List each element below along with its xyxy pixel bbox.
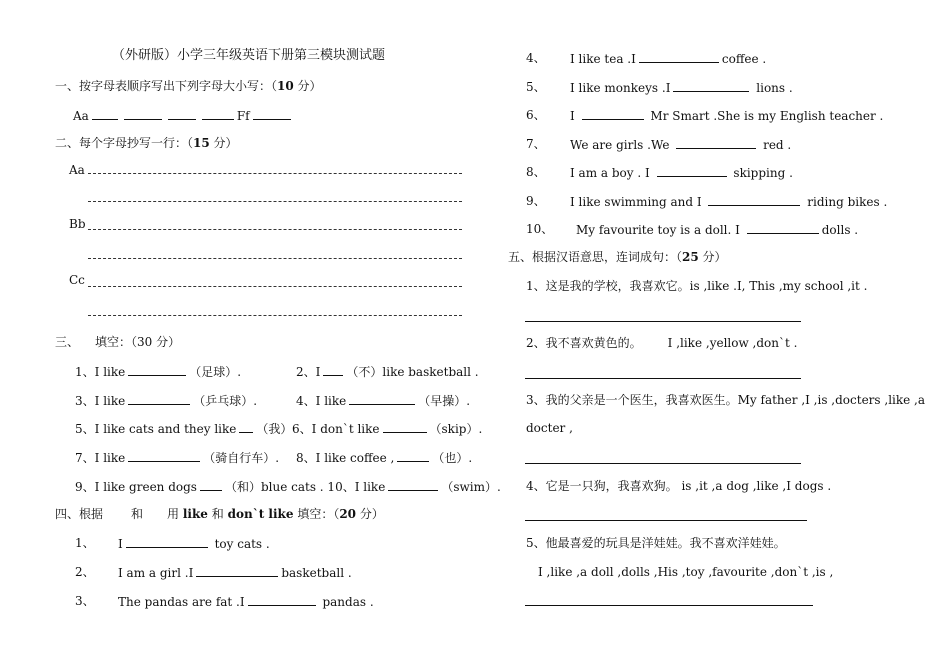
- s4-q4: I like tea .I coffee .: [570, 52, 767, 66]
- s3-q1: 1、I like （足球）.: [75, 365, 242, 379]
- section-2-heading: 二、每个字母抄写一行：（15 分）: [55, 136, 238, 150]
- s3-q5: 5、I like cats and they like （我）: [75, 422, 293, 436]
- s4-q10: My favourite toy is a doll. I dolls .: [576, 223, 859, 237]
- s4-q9: I like swimming and I riding bikes .: [570, 195, 888, 209]
- blank[interactable]: [349, 392, 415, 405]
- s3-q2: 2、I （不）like basketball .: [296, 365, 479, 379]
- s4-q9-num: 9、: [526, 194, 546, 208]
- section-4-heading: 四、根据 和 用 like 和 don`t like 填空：（20 分）: [55, 507, 384, 521]
- copy-letter-label: Bb: [69, 217, 86, 231]
- s5-q2: 2、我不喜欢黄色的。 I ,like ,yellow ,don`t .: [526, 336, 798, 350]
- s4-q8-num: 8、: [526, 165, 546, 179]
- copy-letter-label: Aa: [69, 163, 85, 177]
- s3-q3: 3、I like （乒乓球）.: [75, 394, 258, 408]
- blank[interactable]: [202, 107, 234, 120]
- blank[interactable]: [388, 478, 438, 491]
- blank[interactable]: [196, 564, 278, 577]
- s4-q7-num: 7、: [526, 137, 546, 151]
- s4-q7: We are girls .We red .: [570, 138, 792, 152]
- copy-line[interactable]: [88, 315, 462, 316]
- s3-q4: 4、I like （早操）.: [296, 394, 471, 408]
- answer-line[interactable]: [525, 378, 801, 379]
- s4-q6: I Mr Smart .She is my English teacher .: [570, 109, 884, 123]
- copy-line[interactable]: [88, 286, 462, 287]
- s3-q8: 8、I like coffee , （也）.: [296, 451, 473, 465]
- blank[interactable]: [248, 593, 316, 606]
- blank[interactable]: [128, 363, 186, 376]
- copy-line[interactable]: [88, 173, 462, 174]
- copy-line[interactable]: [88, 229, 462, 230]
- blank[interactable]: [397, 449, 429, 462]
- blank[interactable]: [126, 535, 208, 548]
- blank[interactable]: [124, 107, 162, 120]
- s3-q7: 7、I like （骑自行车）.: [75, 451, 280, 465]
- blank[interactable]: [323, 363, 343, 376]
- answer-line[interactable]: [525, 605, 813, 606]
- blank[interactable]: [639, 50, 719, 63]
- s3-q9: 9、I like green dogs （和）blue cats . 10、I like （swim）.: [75, 480, 501, 494]
- s5-q5: 5、他最喜爱的玩具是洋娃娃。我不喜欢洋娃娃。: [526, 536, 786, 550]
- s4-q2-num: 2、: [75, 565, 95, 579]
- blank[interactable]: [239, 420, 253, 433]
- blank[interactable]: [200, 478, 222, 491]
- blank[interactable]: [168, 107, 196, 120]
- s4-q5-num: 5、: [526, 80, 546, 94]
- s4-q1: I toy cats .: [118, 537, 270, 551]
- s5-q4: 4、它是一只狗，我喜欢狗。 is ,it ,a dog ,like ,I dogs .: [526, 479, 832, 493]
- s5-q5-words: I ,like ,a doll ,dolls ,His ,toy ,favourite ,don`t ,is ,: [538, 565, 834, 579]
- s4-q8: I am a boy . I skipping .: [570, 166, 793, 180]
- blank[interactable]: [128, 392, 190, 405]
- blank[interactable]: [383, 420, 427, 433]
- blank[interactable]: [128, 449, 200, 462]
- s3-q6: 6、I don`t like （skip）.: [292, 422, 483, 436]
- s4-q5: I like monkeys .I lions .: [570, 81, 793, 95]
- blank[interactable]: [747, 221, 819, 234]
- copy-line[interactable]: [88, 258, 462, 259]
- section-1-letters: Aa Ff: [73, 107, 294, 124]
- s4-q4-num: 4、: [526, 51, 546, 65]
- answer-line[interactable]: [525, 463, 801, 464]
- answer-line[interactable]: [525, 520, 807, 521]
- s5-q3: 3、我的父亲是一个医生，我喜欢医生。My father ,I ,is ,docters ,like ,a: [526, 393, 926, 407]
- section-3-num: 三、: [55, 335, 80, 349]
- s4-q10-num: 10、: [526, 222, 554, 236]
- blank[interactable]: [92, 107, 118, 120]
- s4-q3-num: 3、: [75, 594, 95, 608]
- copy-line[interactable]: [88, 201, 462, 202]
- section-1-heading: 一、按字母表顺序写出下列字母大小写：（10 分）: [55, 79, 322, 93]
- blank[interactable]: [676, 136, 756, 149]
- answer-line[interactable]: [525, 321, 801, 322]
- section-3-heading: 填空：（30 分）: [95, 335, 181, 349]
- blank[interactable]: [673, 79, 749, 92]
- page-title: （外研版）小学三年级英语下册第三模块测试题: [112, 48, 386, 63]
- copy-letter-label: Cc: [69, 273, 85, 287]
- s4-q1-num: 1、: [75, 536, 95, 550]
- s5-q1: 1、这是我的学校，我喜欢它。is ,like .I, This ,my school ,it .: [526, 279, 868, 293]
- blank[interactable]: [582, 107, 644, 120]
- s4-q2: I am a girl .I basketball .: [118, 566, 352, 580]
- section-5-heading: 五、根据汉语意思，连词成句：（25 分）: [508, 250, 727, 264]
- blank[interactable]: [253, 107, 291, 120]
- blank[interactable]: [657, 164, 727, 177]
- s4-q6-num: 6、: [526, 108, 546, 122]
- s5-q3-cont: docter ,: [526, 421, 573, 435]
- s4-q3: The pandas are fat .I pandas .: [118, 595, 374, 609]
- blank[interactable]: [708, 193, 800, 206]
